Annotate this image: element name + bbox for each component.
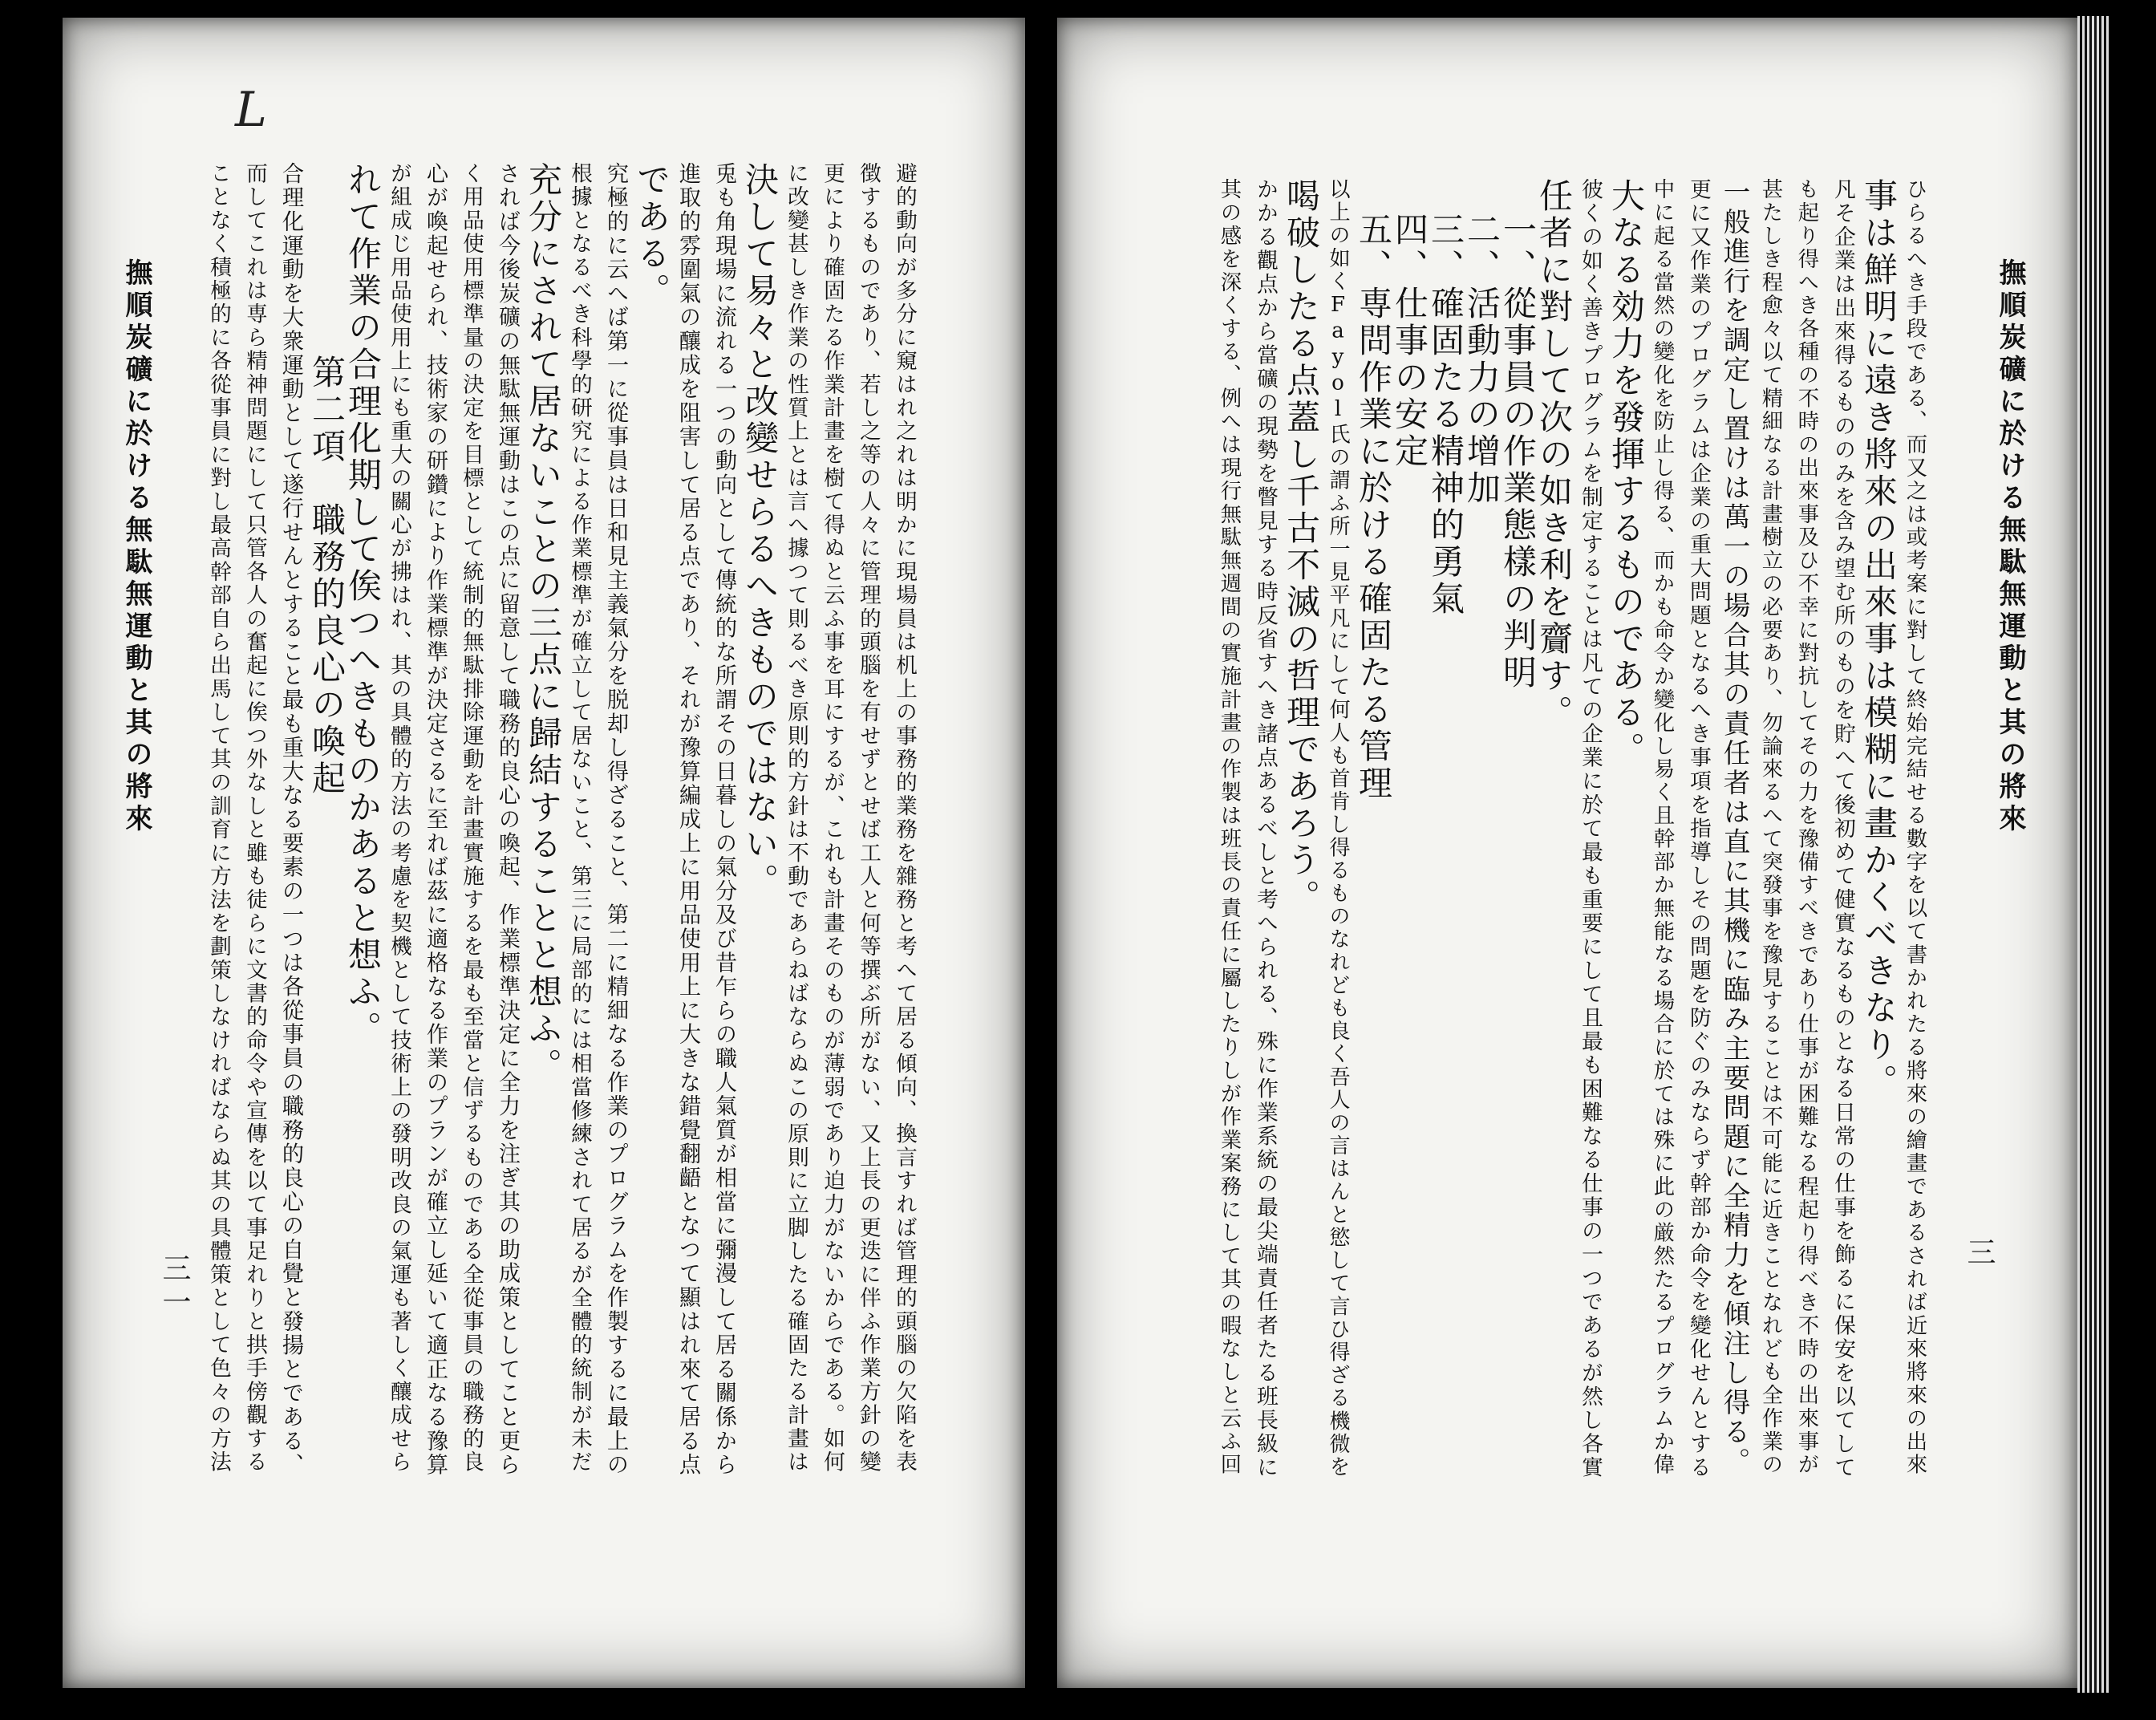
right-page-line: 更に又作業のプログラムは企業の重大問題となるへき事項を指導しその問題を防ぐのみならず幹部か命令を變化せんとする bbox=[1686, 178, 1711, 1480]
right-page-line: 甚たしき程愈々以て精細なる計畫樹立の必要あり、勿論來るへて突發事を豫見することは不可能に近きことなれども全作業の bbox=[1758, 178, 1783, 1477]
left-page-line: れて作業の合理化期して俟つへきものかあると想ふ。 bbox=[343, 162, 383, 1048]
left-page-line: く用品使用標準量の決定を目標として統制的無駄排除運動を計畫實施するを最も至當と信ずるものである全從事員の職務的良 bbox=[459, 162, 484, 1475]
left-page-line: 進取的雰圍氣の釀成を阻害して居る点であり、それが豫算編成上に用品使用上に大きな錯覺翻齬となつて顯はれ來て居る点 bbox=[675, 162, 700, 1477]
left-page-line: 第二項 職務的良心の喚起 bbox=[307, 355, 346, 797]
left-page-line: 更により確固たる作業計畫を樹て得ぬと云ふ事を耳にするが、これも計畫そのものが薄弱であり迫力がないからである。如何 bbox=[820, 162, 845, 1475]
right-page-line: 一般進行を調定し置けは萬一の場合其の責任者は直に其機に臨み主要問題に全精力を傾注し得る。 bbox=[1719, 178, 1750, 1477]
right-page-line: 中に起る當然の變化を防止し得る、而かも命令か變化し易く且幹部か無能なる場合に於ては殊に此の厳然たるプログラムか偉 bbox=[1650, 178, 1675, 1477]
left-page-line: されば今後炭礦の無駄無運動はこの点に留意して職務的良心の喚起、作業標準決定に全力を注ぎ其の助成策としてこと更ら bbox=[495, 162, 520, 1477]
right-page-line: 凡そ企業は出來得るもののみを含み望む所のものを貯へて後初めて健實なるものとなる日常の仕事を飾るに保安を以てして bbox=[1830, 178, 1855, 1480]
right-page-line: 一、從事員の作業態樣の判明 bbox=[1498, 212, 1538, 692]
left-page-line: ことなく積極的に各從事員に對し最高幹部自ら出馬して其の訓育に方法を劃策しなければならぬ其の具體策として色々の方法 bbox=[206, 162, 231, 1475]
left-page bbox=[63, 18, 1025, 1688]
left-page-line: 究極的に云へば第一に從事員は日和見主義氣分を脱却し得ざること、第二に精細なる作業のプログラムを作製するに最上の bbox=[603, 162, 628, 1477]
right-page-line: 彼くの如く善きプログラムを制定することは凡ての企業に於て最も重要にして且最も困難なる仕事の一つであるが然し各實 bbox=[1578, 178, 1603, 1480]
left-page-line: 決して易々と改變せらるへきものではない。 bbox=[740, 162, 780, 900]
left-page-line: 徴するものであり、若し之等の人々に管理的頭腦を有せずとせば工人と何等撰ぶ所がない、又上長の更迭に伴ふ作業方針の變 bbox=[856, 162, 881, 1475]
left-page-line: 合理化運動を大衆運動として遂行せんとすること最も重大なる要素の一つは各從事員の職務的良心の自覺と發揚とである、 bbox=[278, 162, 303, 1477]
gutter bbox=[1025, 0, 1057, 1720]
pencil-mark: L bbox=[235, 82, 267, 138]
left-page-line: に改變甚しき作業の性質上とは言へ據つて則るべき原則的方針は不動であらねばならぬこの原則に立脚したる確固たる計畫は bbox=[784, 162, 808, 1475]
right-page-line: 五、専問作業に於ける確固たる管理 bbox=[1354, 212, 1393, 802]
right-page-line: 三、確固たる精神的勇氣 bbox=[1426, 212, 1465, 618]
running-head-right: 撫順炭礦に於ける無駄無運動と其の將來 bbox=[1994, 258, 2026, 836]
left-page-line: 兎も角現場に流れる一つの動向として傳統的な所謂その日暮しの氣分及び昔乍らの職人氣質が相當に彌漫して居る關係から bbox=[711, 162, 736, 1477]
right-page-line: 二、活動力の增加 bbox=[1462, 212, 1502, 507]
page-number-right: 三 bbox=[1963, 1237, 1996, 1271]
right-page-line: 其の感を深くする、例へは現行無駄無週間の實施計畫の作製は班長の責任に屬したりしが作業案務にして其の暇なしと云ふ回 bbox=[1217, 178, 1242, 1477]
right-page-line: 喝破したる点蓋し千古不滅の哲理であろう。 bbox=[1282, 178, 1321, 916]
right-page bbox=[1057, 18, 2077, 1688]
page-number-left: 三一 bbox=[158, 1253, 191, 1320]
left-page-line: である。 bbox=[632, 162, 671, 310]
right-page-line: も起り得へき各種の不時の出來事及ひ不幸に對抗してその力を豫備すべきであり仕事が困難なる程起り得べき不時の出來事が bbox=[1794, 178, 1819, 1477]
right-page-line: 事は鮮明に遠き將來の出來事は模糊に畫かくべきなり。 bbox=[1859, 178, 1899, 1101]
left-page-line: 而してこれは専ら精神問題にして只管各人の奮起に俟つ外なしと雖も徒らに文書的命令や宣傳を以て事足れりと拱手傍觀する bbox=[242, 162, 267, 1475]
page-edges bbox=[2077, 16, 2109, 1693]
left-page-line: 充分にされて居ないことの三点に歸結することと想ふ。 bbox=[524, 162, 563, 1085]
right-page-line: 四、仕事の安定 bbox=[1390, 212, 1429, 470]
right-page-line: かかる觀点から當礦の現勢を瞥見する時反省すへき諸点あるべしと考へられる、殊に作業系統の最尖端責任者たる班長級に bbox=[1253, 178, 1278, 1480]
right-page-line: 任者に對して次の如き利を齎す。 bbox=[1534, 178, 1574, 732]
right-page-line: 大なる効力を發揮するものである。 bbox=[1607, 178, 1646, 769]
left-page-line: 避的動向が多分に窺はれ之れは明かに現場員は机上の事務的業務を雜務と考へて居る傾向、換言すれば管理的頭腦の欠陷を表 bbox=[892, 162, 917, 1475]
left-page-line: 心が喚起せられ、技術家の研鑽により作業標準が決定さるに至れば茲に適格なる作業のプランが確立し延いて適正なる豫算 bbox=[423, 162, 448, 1477]
running-head-left: 撫順炭礦に於ける無駄無運動と其の將來 bbox=[120, 258, 152, 836]
right-page-line: 以上の如くFayol氏の謂ふ所一見平凡にして何人も首肯し得るものなれども良く吾人の言はんと慾して言ひ得ざる機微を bbox=[1326, 178, 1350, 1479]
left-page-line: が組成じ用品使用上にも重大の關心が拂はれ、其の具體的方法の考慮を契機として技術上の發明改良の氣運も著しく釀成せら bbox=[387, 162, 411, 1475]
left-page-line: 根據となるべき科學的研究による作業標準が確立して居ないこと、第三に局部的には相當修練されて居るが全體的統制が未だ bbox=[567, 162, 592, 1475]
right-page-line: ひらるへき手段である、而又之は或考案に對して終始完結せる數字を以て書かれたる將來の繪畫であるされば近來將來の出來 bbox=[1903, 178, 1927, 1477]
